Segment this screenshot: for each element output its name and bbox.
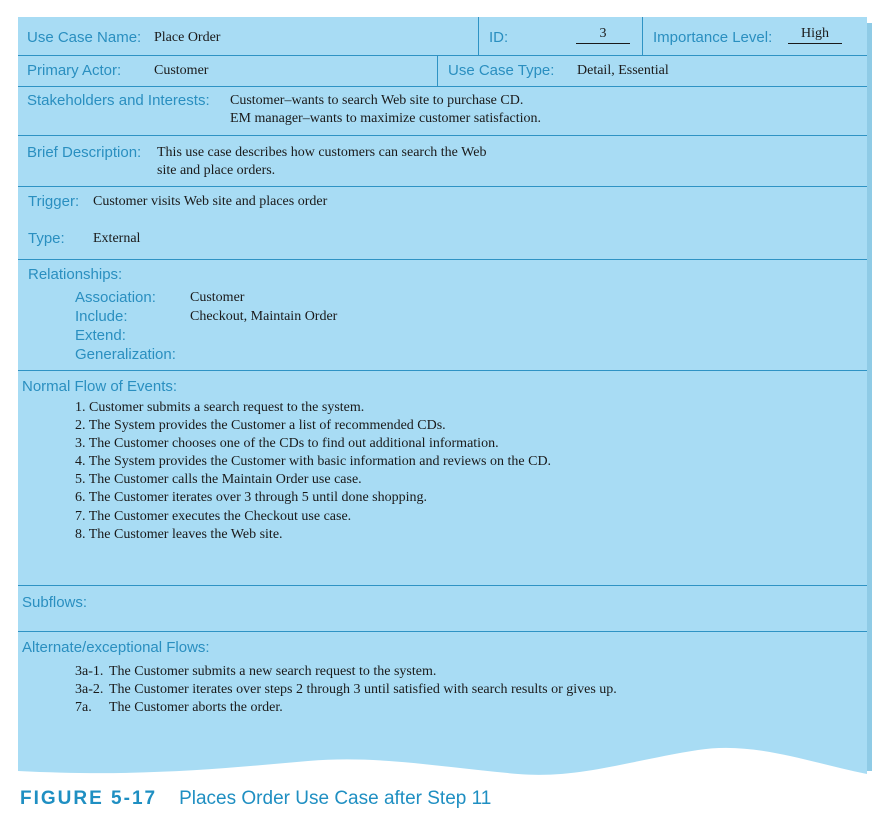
alternate-flow-id: 3a-1. xyxy=(75,664,104,679)
use-case-name-label: Use Case Name: xyxy=(27,29,142,46)
generalization-label: Generalization: xyxy=(75,346,176,363)
normal-flow-step: 4. The System provides the Customer with basic information and reviews on the CD. xyxy=(75,454,552,469)
normal-flow-step: 5. The Customer calls the Maintain Order use case. xyxy=(75,472,362,487)
importance-label: Importance Level: xyxy=(653,29,773,46)
row-divider xyxy=(18,186,867,187)
divider xyxy=(642,17,643,55)
extend-label: Extend: xyxy=(75,327,126,344)
figure-title: Places Order Use Case after Step 11 xyxy=(179,788,492,809)
id-value: 3 xyxy=(576,26,630,44)
alternate-flow-id: 7a. xyxy=(75,700,92,715)
row-divider xyxy=(18,370,867,371)
id-label: ID: xyxy=(489,29,509,46)
subflows-label: Subflows: xyxy=(22,594,88,611)
brief-description-line: site and place orders. xyxy=(157,163,276,178)
normal-flow-label: Normal Flow of Events: xyxy=(22,378,178,395)
trigger-type-value: External xyxy=(93,231,141,246)
divider xyxy=(478,17,479,55)
alternate-flow-text: The Customer aborts the order. xyxy=(109,700,283,715)
card-edge-shadow xyxy=(867,23,872,771)
row-divider xyxy=(18,585,867,586)
stakeholder-line: EM manager–wants to maximize customer satisfaction. xyxy=(230,111,542,126)
include-label: Include: xyxy=(75,308,128,325)
figure-caption xyxy=(20,788,491,810)
use-case-form xyxy=(18,17,867,779)
row-divider xyxy=(18,86,867,87)
row-divider xyxy=(18,631,867,632)
normal-flow-step: 1. Customer submits a search request to the system. xyxy=(75,400,365,415)
alternate-flows-label: Alternate/exceptional Flows: xyxy=(22,639,210,656)
use-case-type-label: Use Case Type: xyxy=(448,62,555,79)
row-divider xyxy=(18,259,867,260)
row-divider xyxy=(18,135,867,136)
trigger-label: Trigger: xyxy=(28,193,80,210)
primary-actor-value: Customer xyxy=(154,63,209,78)
normal-flow-step: 7. The Customer executes the Checkout use case. xyxy=(75,509,352,524)
stakeholder-line: Customer–wants to search Web site to purchase CD. xyxy=(230,93,524,108)
alternate-flow-id: 3a-2. xyxy=(75,682,104,697)
trigger-value: Customer visits Web site and places order xyxy=(93,194,328,209)
association-value: Customer xyxy=(190,290,245,305)
divider xyxy=(437,55,438,86)
include-value: Checkout, Maintain Order xyxy=(190,309,338,324)
row-divider xyxy=(18,55,867,56)
importance-value: High xyxy=(788,26,842,44)
stakeholders-label: Stakeholders and Interests: xyxy=(27,92,210,109)
primary-actor-label: Primary Actor: xyxy=(27,62,122,79)
use-case-type-value: Detail, Essential xyxy=(577,63,669,78)
figure-number: FIGURE 5-17 xyxy=(20,788,158,809)
association-label: Association: xyxy=(75,289,156,306)
alternate-flow-text: The Customer iterates over steps 2 through 3 until satisfied with search results or gives up. xyxy=(109,682,617,697)
normal-flow-step: 8. The Customer leaves the Web site. xyxy=(75,527,283,542)
trigger-type-label: Type: xyxy=(28,230,65,247)
relationships-label: Relationships: xyxy=(28,266,123,283)
normal-flow-step: 6. The Customer iterates over 3 through 5 until done shopping. xyxy=(75,490,428,505)
brief-description-line: This use case describes how customers can search the Web xyxy=(157,145,487,160)
normal-flow-step: 3. The Customer chooses one of the CDs to find out additional information. xyxy=(75,436,499,451)
brief-description-label: Brief Description: xyxy=(27,144,142,161)
alternate-flow-text: The Customer submits a new search request to the system. xyxy=(109,664,437,679)
normal-flow-step: 2. The System provides the Customer a list of recommended CDs. xyxy=(75,418,446,433)
use-case-name-value: Place Order xyxy=(154,30,221,45)
